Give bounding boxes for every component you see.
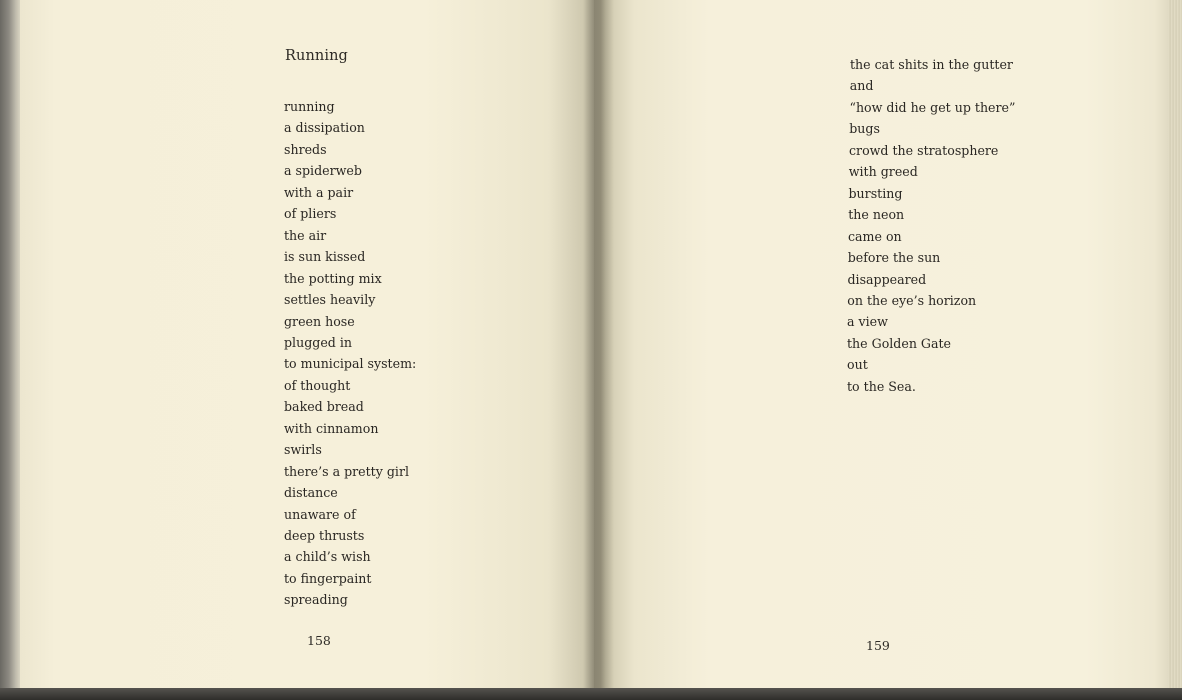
poem-line: a child’s wish	[284, 549, 371, 565]
poem-line: of pliers	[284, 206, 337, 222]
poem-line: with greed	[848, 164, 918, 180]
poem-line: settles heavily	[284, 292, 376, 308]
poem-line: plugged in	[284, 334, 352, 350]
poem-title: Running	[285, 48, 348, 64]
poem-line: unaware of	[284, 506, 356, 522]
poem-line: disappeared	[847, 271, 927, 287]
poem-line: there’s a pretty girl	[284, 463, 409, 479]
poem-line: the potting mix	[284, 270, 382, 286]
right-page	[594, 0, 1172, 690]
poem-line: a spiderweb	[284, 163, 362, 179]
poem-line: a dissipation	[284, 120, 365, 136]
poem-line: a view	[847, 314, 888, 330]
poem-line: the air	[284, 227, 327, 243]
poem-line: baked bread	[284, 399, 364, 415]
poem-line: came on	[848, 228, 902, 244]
poem-line: distance	[284, 485, 338, 501]
poem-line: to the Sea.	[847, 378, 916, 394]
poem-line: the cat shits in the gutter	[850, 57, 1013, 72]
poem-line: green hose	[284, 313, 355, 329]
poem-line: before the sun	[847, 250, 941, 266]
page-number-left: 158	[307, 633, 331, 648]
poem-line: crowd the stratosphere	[849, 142, 999, 158]
book-cover-edge-bottom	[0, 688, 1182, 700]
left-page	[20, 0, 594, 690]
poem-line: swirls	[284, 442, 322, 458]
poem-line: on the eye’s horizon	[847, 292, 977, 308]
poem-line: to fingerpaint	[284, 570, 372, 586]
poem-line: is sun kissed	[284, 249, 366, 265]
poem-line: deep thrusts	[284, 528, 365, 543]
poem-line: the neon	[848, 207, 905, 223]
poem-line: the Golden Gate	[847, 335, 952, 351]
poem-line: “how did he get up there”	[849, 99, 1016, 115]
poem-line: out	[847, 357, 868, 373]
poem-line: with cinnamon	[284, 420, 379, 436]
poem-line: and	[849, 78, 874, 94]
poem-line: of thought	[284, 377, 351, 393]
page-stack-edge-right	[1168, 0, 1182, 690]
poem-line: to municipal system:	[284, 356, 417, 372]
poem-line: with a pair	[284, 184, 354, 200]
poem-line: bugs	[849, 121, 880, 137]
page-number-right: 159	[866, 638, 890, 653]
poem-line: spreading	[284, 592, 348, 608]
poem-line: bursting	[848, 185, 903, 201]
poem-line: running	[284, 99, 335, 114]
poem-line: shreds	[284, 141, 327, 157]
book-cover-edge-left	[0, 0, 22, 700]
book-gutter	[584, 0, 614, 690]
